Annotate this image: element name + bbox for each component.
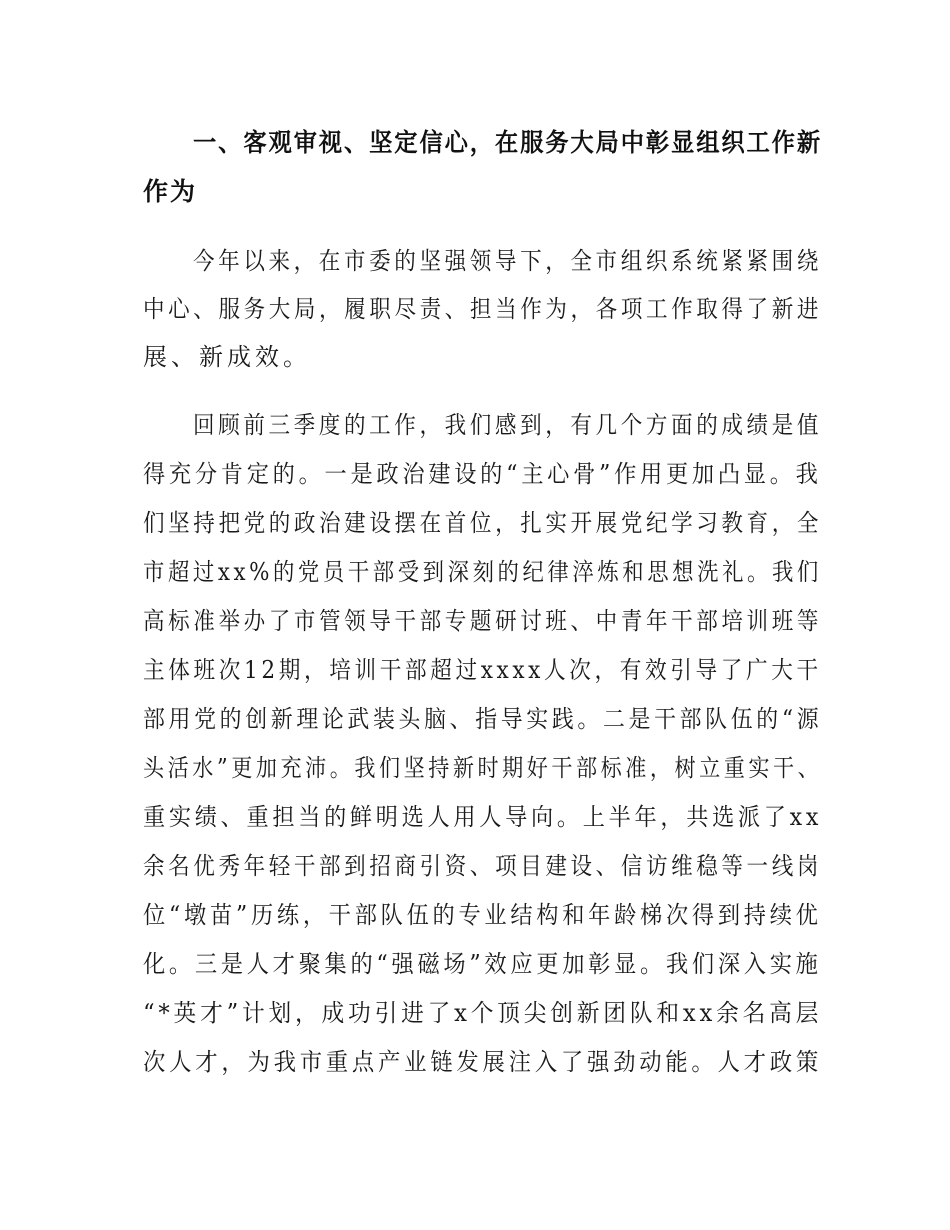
paragraph-2-line-13: “*英才”计划，成功引进了x个顶尖创新团队和xx余名高层 <box>143 999 823 1027</box>
section-heading-line-2: 作为 <box>143 177 198 206</box>
paragraph-2-line-3: 们坚持把党的政治建设摆在首位，扎实开展党纪学习教育，全 <box>143 509 822 537</box>
section-heading-line-1: 一、客观审视、坚定信心，在服务大局中彰显组织工作新 <box>193 128 823 157</box>
paragraph-2-line-12: 化。三是人才聚集的“强磁场”效应更加彰显。我们深入实施 <box>143 950 822 978</box>
paragraph-2-line-14: 次人才，为我市重点产业链发展注入了强劲动能。人才政策 <box>143 1048 822 1076</box>
paragraph-2-line-8: 头活水”更加充沛。我们坚持新时期好干部标准，树立重实干、 <box>143 754 823 782</box>
paragraph-2-line-11: 位“墩苗”历练，干部队伍的专业结构和年龄梯次得到持续优 <box>143 901 822 929</box>
paragraph-2-line-5: 高标准举办了市管领导干部专题研讨班、中青年干部培训班等 <box>143 607 822 635</box>
paragraph-2-line-10: 余名优秀年轻干部到招商引资、项目建设、信访维稳等一线岗 <box>143 852 822 880</box>
paragraph-2-line-9: 重实绩、重担当的鲜明选人用人导向。上半年，共选派了xx <box>143 803 823 831</box>
paragraph-1-line-1: 今年以来，在市委的坚强领导下，全市组织系统紧紧围绕 <box>193 247 822 275</box>
paragraph-2-line-7: 部用党的创新理论武装头脑、指导实践。二是干部队伍的“源 <box>143 705 823 733</box>
paragraph-2-line-6: 主体班次12期，培训干部超过xxxx人次，有效引导了广大干 <box>143 656 822 684</box>
paragraph-2-line-1: 回顾前三季度的工作，我们感到，有几个方面的成绩是值 <box>193 411 822 439</box>
paragraph-1-line-3: 展、新成效。 <box>143 343 311 371</box>
paragraph-2-line-4: 市超过xx%的党员干部受到深刻的纪律淬炼和思想洗礼。我们 <box>143 558 822 586</box>
paragraph-2-line-2: 得充分肯定的。一是政治建设的“主心骨”作用更加凸显。我 <box>143 460 822 488</box>
paragraph-1-line-2: 中心、服务大局，履职尽责、担当作为，各项工作取得了新进 <box>143 295 822 323</box>
